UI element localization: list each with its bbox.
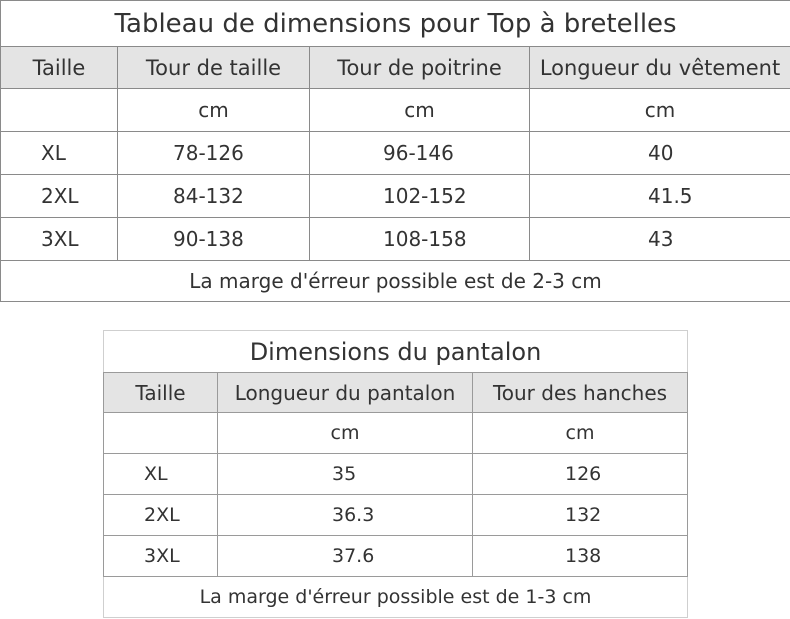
unit-cell [104,413,218,454]
size-cell: XL [1,132,118,175]
value-cell: 108-158 [310,218,530,261]
unit-cell: cm [310,89,530,132]
value-cell: 35 [218,454,473,495]
header-cell: Tour des hanches [473,373,688,413]
header-cell: Longueur du pantalon [218,373,473,413]
value-cell: 132 [473,495,688,536]
header-cell: Taille [104,373,218,413]
table-row [1,132,790,175]
value-cell: 43 [530,218,790,261]
table-row [104,454,688,495]
value-cell: 96-146 [310,132,530,175]
size-cell: 2XL [104,495,218,536]
value-cell: 36.3 [218,495,473,536]
unit-cell: cm [530,89,790,132]
top-table-title: Tableau de dimensions pour Top à bretelles [1,1,790,47]
size-cell: 2XL [1,175,118,218]
size-cell: 3XL [104,536,218,577]
size-cell: 3XL [1,218,118,261]
value-cell: 40 [530,132,790,175]
size-cell: XL [104,454,218,495]
value-cell: 102-152 [310,175,530,218]
pants-size-table [103,330,688,618]
header-cell: Longueur du vêtement [530,47,790,89]
unit-cell: cm [218,413,473,454]
unit-cell [1,89,118,132]
top-table-note: La marge d'érreur possible est de 2-3 cm [1,261,790,302]
value-cell: 126 [473,454,688,495]
table-row [1,175,790,218]
pants-table-header-row [104,373,688,413]
value-cell: 84-132 [118,175,310,218]
table-row [104,536,688,577]
top-table-units-row [1,89,790,132]
pants-table-units-row [104,413,688,454]
header-cell: Taille [1,47,118,89]
unit-cell: cm [473,413,688,454]
header-cell: Tour de taille [118,47,310,89]
top-size-table [0,0,790,302]
pants-table-note: La marge d'érreur possible est de 1-3 cm [104,577,688,618]
value-cell: 41.5 [530,175,790,218]
pants-table-title: Dimensions du pantalon [104,331,688,373]
table-row [104,495,688,536]
header-cell: Tour de poitrine [310,47,530,89]
value-cell: 90-138 [118,218,310,261]
table-row [1,218,790,261]
value-cell: 37.6 [218,536,473,577]
top-table-header-row [1,47,790,89]
unit-cell: cm [118,89,310,132]
value-cell: 138 [473,536,688,577]
value-cell: 78-126 [118,132,310,175]
